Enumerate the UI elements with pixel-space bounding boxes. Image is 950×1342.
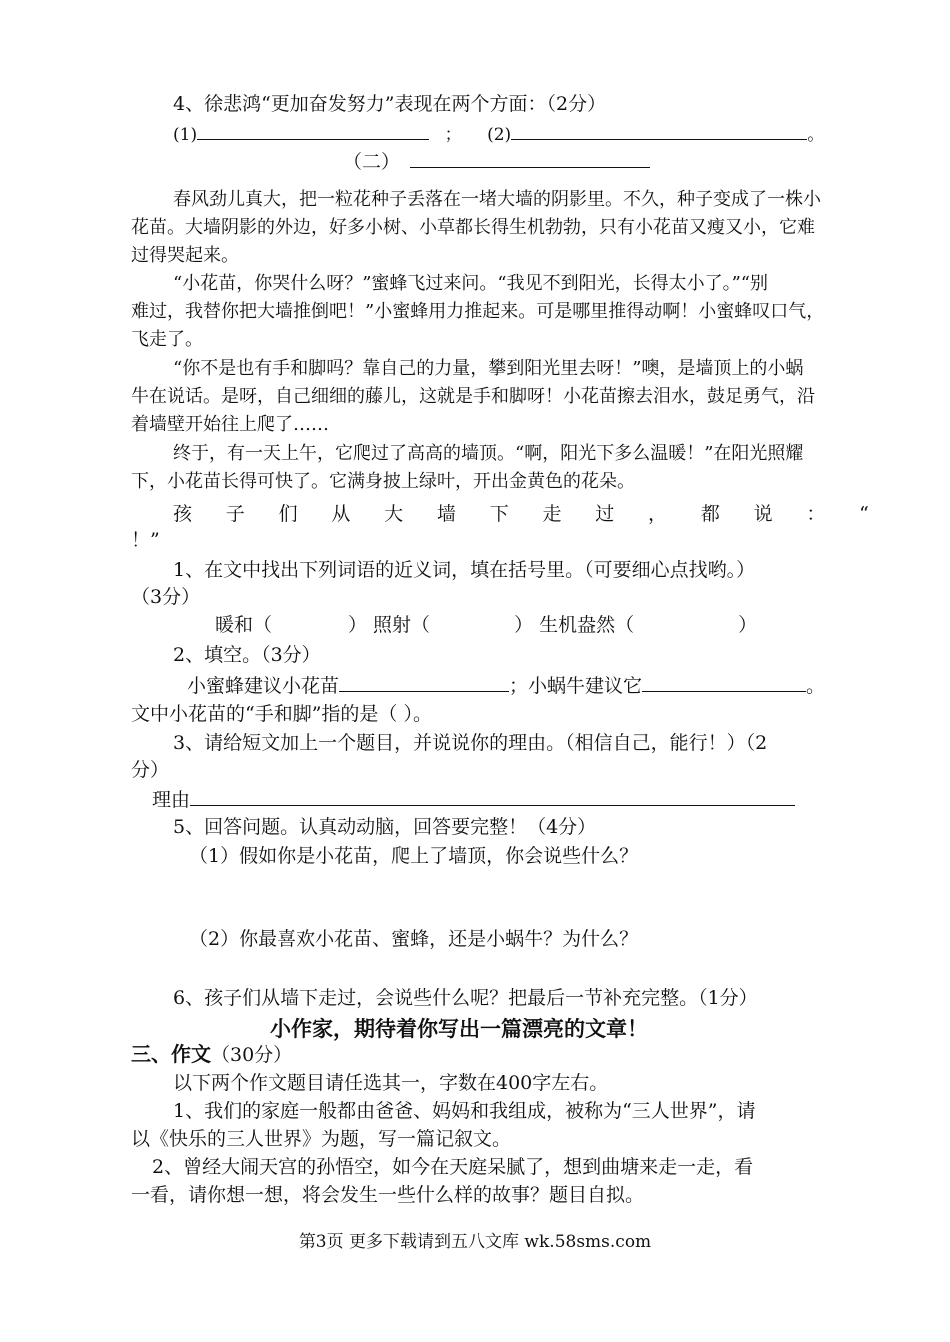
story-p3-line1: “你不是也有手和脚吗？靠自己的力量，攀到阳光里去呀！”噢，是墙顶上的小蜗 (173, 358, 804, 379)
question-1-words (215, 613, 757, 637)
story-p1-line1: 春风劲儿真大，把一粒花种子丢落在一堵大墙的阴影里。不久，种子变成了一株小 (173, 189, 821, 210)
section-2-title-blank[interactable] (410, 149, 650, 168)
question-6: 6、孩子们从墙下走过，会说些什么呢？把最后一节补充完整。（1分） (173, 987, 758, 1009)
q2-bee-text: 小蜜蜂建议小花苗 (187, 675, 340, 697)
word-shine: ） 照射（ (348, 614, 431, 636)
story-p4-line2: 下，小花苗长得可快了。它满身披上绿叶，开出金黄色的花朵。 (131, 471, 635, 492)
question-5-part-1: （1）假如你是小花苗，爬上了墙顶，你会说些什么？ (189, 845, 639, 867)
question-2-line1 (187, 673, 825, 698)
section-2-heading (343, 149, 650, 174)
story-p3-line2: 牛在说话。是呀，自己细细的藤儿，这就是手和脚呀！小花苗擦去泪水，鼓足勇气，沿 (131, 386, 815, 407)
question-3-reason (152, 787, 795, 812)
story-p5-line1 (173, 502, 869, 526)
story-p5-char: 孩 (173, 503, 193, 525)
question-4-answers (173, 121, 824, 147)
story-p2-line2: 难过，我替你把大墙推倒吧！”小蜜蜂用力推起来。可是哪里推得动啊！小蜜蜂叹口气， (131, 301, 825, 322)
story-p5-line2: ！” (131, 529, 160, 551)
composition-banner: 小作家，期待着你写出一篇漂亮的文章！ (270, 1017, 648, 1041)
composition-topic-2-line1: 2、曾经大闹天宫的孙悟空，如今在天庭呆腻了，想到曲塘来走一走，看 (152, 1156, 754, 1178)
composition-score: （30分） (211, 1044, 293, 1066)
story-p2-line1: “小花苗，你哭什么呀？”蜜蜂飞过来问。“我见不到阳光，长得太小了。”“别 (173, 273, 769, 294)
composition-heading-line (131, 1042, 292, 1067)
composition-topic-2-line2: 一看，请你想一想，将会发生一些什么样的故事？题目自拟。 (131, 1184, 645, 1206)
question-2-title: 2、填空。（3分） (173, 644, 321, 666)
section-2-label: （二） (343, 151, 401, 173)
question-2-line2: 文中小花苗的“手和脚”指的是（ ）。 (131, 703, 432, 725)
reason-label: 理由 (152, 789, 191, 811)
q2-bee-blank[interactable] (339, 673, 509, 692)
word-warm: 暖和（ (215, 614, 273, 636)
composition-heading: 三、作文 (131, 1042, 211, 1066)
story-p5-char: 说 (753, 503, 773, 525)
story-p2-line3: 飞走了。 (131, 329, 203, 350)
story-p5-char: 都 (700, 503, 720, 525)
question-4-title: 4、徐悲鸿“更加奋发努力”表现在两个方面：（2分） (173, 93, 607, 115)
answer-end: 。 (807, 125, 825, 145)
story-p5-char: “ (859, 503, 869, 525)
page-footer: 第3页 更多下载请到五八文库 wk.58sms.com (298, 1232, 652, 1252)
story-p1-line2: 花苗。大墙阴影的外边，好多小树、小草都长得生机勃勃，只有小花苗又瘦又小，它难 (131, 217, 815, 238)
story-p5-char: 下 (489, 503, 509, 525)
story-p5-char: 走 (542, 503, 562, 525)
story-p5-char: 过 (595, 503, 615, 525)
q2-end: 。 (806, 675, 826, 697)
story-p4-line1: 终于，有一天上午，它爬过了高高的墙顶。“啊，阳光下多么温暖！”在阳光照耀 (173, 443, 804, 464)
composition-topic-1-line1: 1、我们的家庭一般都由爸爸、妈妈和我组成，被称为“三人世界”，请 (173, 1100, 756, 1122)
story-p1-line3: 过得哭起来。 (131, 245, 239, 266)
word-close: ） (738, 614, 758, 636)
story-p5-char: 们 (278, 503, 298, 525)
answer-1-label: (1) (173, 125, 198, 145)
question-3-line1: 3、请给短文加上一个题目，并说说你的理由。（相信自己，能行！）（2 (173, 732, 768, 754)
answer-1-blank[interactable] (197, 121, 429, 140)
reason-blank[interactable] (190, 787, 795, 806)
story-p5-char: 子 (225, 503, 245, 525)
question-5-part-2: （2）你最喜欢小花苗、蜜蜂，还是小蜗牛？为什么？ (189, 928, 639, 950)
q2-snail-blank[interactable] (642, 673, 806, 692)
story-p5-char: ： (806, 503, 826, 525)
story-p3-line3: 着墙壁开始往上爬了…… (131, 414, 329, 435)
question-1-line1: 1、在文中找出下列词语的近义词，填在括号里。（可要细心点找哟。） (173, 559, 756, 581)
composition-topic-1-line2: 以《快乐的三人世界》为题，写一篇记叙文。 (131, 1128, 512, 1150)
word-vigorous: ） 生机盎然（ (514, 614, 635, 636)
q2-snail-text: ；小蜗牛建议它 (509, 675, 643, 697)
answer-separator: ； (444, 125, 462, 145)
story-p5-char: 墙 (436, 503, 456, 525)
story-p5-char: 大 (384, 503, 404, 525)
question-1-line2: （3分） (131, 586, 201, 608)
story-p5-char: ， (648, 503, 668, 525)
answer-2-blank[interactable] (511, 121, 807, 140)
composition-intro: 以下两个作文题目请任选其一，字数在400字左右。 (173, 1072, 609, 1094)
question-5-title: 5、回答问题。认真动动脑，回答要完整！（4分） (173, 816, 597, 838)
story-p5-char: 从 (331, 503, 351, 525)
answer-2-label: (2) (487, 125, 512, 145)
question-3-line2: 分） (131, 759, 170, 781)
